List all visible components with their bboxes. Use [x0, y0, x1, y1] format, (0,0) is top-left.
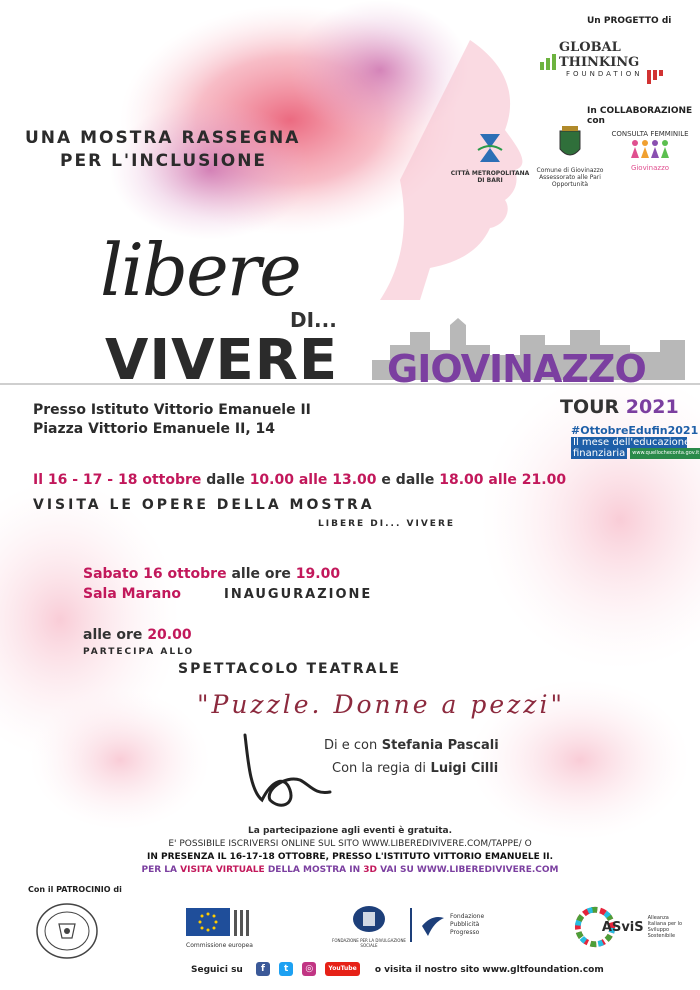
progetto-label: Un PROGETTO di — [587, 16, 672, 26]
patronage-fds-name: FONDAZIONE PER LA DIVULGAZIONE SOCIALE — [332, 938, 406, 948]
headline-line1: UNA MOSTRA RASSEGNA — [25, 128, 301, 148]
youtube-icon[interactable]: YouTube — [325, 962, 359, 976]
show-author — [324, 738, 499, 753]
author-name: Stefania Pascali — [381, 738, 499, 753]
info-line1: La partecipazione agli eventi è gratuita. — [248, 826, 452, 836]
info-line4-a: PER LA — [141, 865, 177, 875]
partner-name: Comune di Giovinazzo Assessorato alle Pari Opportunità — [536, 167, 604, 188]
partner-sub: Giovinazzo — [630, 164, 670, 172]
show-time-line — [83, 627, 192, 643]
director-name: Luigi Cilli — [430, 761, 499, 776]
partner-comune — [535, 125, 605, 188]
instagram-icon[interactable]: ◎ — [302, 962, 316, 976]
info-line4-d: 3D — [363, 865, 378, 875]
tour-year: 2021 — [625, 396, 679, 418]
facebook-icon[interactable]: f — [256, 962, 270, 976]
gtf-name: GLOBAL THINKING — [559, 40, 640, 70]
info-line4-e[interactable]: VAI SU WWW.LIBEREDIVIVERE.COM — [380, 865, 559, 875]
venue-line1: Presso Istituto Vittorio Emanuele II — [33, 402, 311, 418]
patronage-asvis — [574, 905, 684, 949]
director-label: Con la regia di — [332, 761, 426, 776]
info-line4 — [0, 865, 700, 875]
visit-sub: LIBERE DI... VIVERE — [318, 519, 456, 529]
patronage-seal — [34, 902, 100, 964]
show-alle: alle ore — [83, 627, 143, 643]
title-vivere: VIVERE — [105, 328, 339, 393]
patronage-asvis-name: ASviS — [601, 919, 644, 935]
title-script: libere — [100, 228, 300, 312]
partner-citta-metropolitana — [450, 132, 530, 184]
patronage-pp — [410, 908, 500, 942]
inauguration-room: Sala Marano — [83, 586, 181, 602]
headline-line2: PER L'INCLUSIONE — [60, 151, 268, 171]
tour-label: TOUR — [560, 396, 620, 418]
edufin-badge — [571, 424, 700, 459]
bars-icon — [540, 54, 556, 70]
partner-consulta — [608, 130, 692, 172]
inauguration-alle: alle ore — [231, 566, 291, 582]
info-line4-b: VISITA VIRTUALE — [180, 865, 265, 875]
partner-name: CITTÀ METROPOLITANA DI BARI — [450, 170, 530, 184]
play-title: "Puzzle. Donne a pezzi" — [197, 690, 565, 719]
footer-follow: Seguici su — [191, 964, 243, 975]
bars-red-icon — [647, 70, 663, 84]
show-label: SPETTACOLO TEATRALE — [178, 661, 401, 677]
inauguration-line — [83, 566, 340, 582]
info-line2: E' POSSIBILE ISCRIVERSI ONLINE SUL SITO WWW.LIBEREDIVIVERE.COM/TAPPE/ O — [168, 839, 532, 849]
inauguration-time: 19.00 — [295, 566, 341, 582]
patronage-eu-name: Commissione europea — [186, 942, 253, 949]
badge-line1: Il mese dell'educazione — [573, 437, 691, 448]
eu-flag-icon — [186, 906, 256, 938]
patronage-pp-name: Fondazione Pubblicità Progresso — [450, 913, 485, 936]
patronage-fds — [332, 904, 406, 948]
seal-icon — [34, 902, 100, 960]
info-line3: IN PRESENZA IL 16-17-18 OTTOBRE, PRESSO L'ISTITUTO VITTORIO EMANUELE II. — [146, 852, 554, 862]
patronage-label: Con il PATROCINIO di — [28, 885, 122, 894]
footer-visit[interactable]: o visita il nostro sito www.gltfoundation.com — [374, 964, 604, 975]
title-city: GIOVINAZZO — [387, 347, 646, 391]
schedule-time1: 10.00 alle 13.00 — [249, 472, 377, 488]
title-di: DI... — [290, 308, 337, 332]
author-label: Di e con — [324, 738, 378, 753]
collab-label: In COLLABORAZIONE con — [587, 106, 693, 126]
visit-label: VISITA LE OPERE DELLA MOSTRA — [33, 497, 375, 513]
twitter-icon[interactable]: t — [279, 962, 293, 976]
badge-url[interactable]: www.quellocheconta.gov.it — [630, 448, 700, 459]
gtf-logo — [540, 40, 680, 84]
footer — [191, 962, 604, 976]
info-line4-c: DELLA MOSTRA IN — [267, 865, 361, 875]
people-icon — [608, 138, 692, 160]
patronage-asvis-sub: Alleanza Italiana per lo Sviluppo Sostenibile — [647, 915, 683, 939]
partner-name: CONSULTA FEMMINILE — [611, 130, 689, 138]
schedule-line — [33, 472, 566, 488]
badge-line2: finanziaria — [573, 448, 626, 459]
title-tour — [560, 396, 679, 418]
pp-logo-icon — [420, 912, 446, 938]
schedule-dalle: dalle — [206, 472, 245, 488]
inauguration-label: INAUGURAZIONE — [224, 587, 373, 602]
crest-icon — [450, 132, 530, 166]
schedule-time2: 18.00 alle 21.00 — [439, 472, 567, 488]
show-time: 20.00 — [147, 627, 192, 643]
patronage-eu — [186, 906, 256, 949]
inauguration-date: Sabato 16 ottobre — [83, 566, 227, 582]
fds-logo-icon — [332, 904, 406, 934]
schedule-dates: Il 16 - 17 - 18 ottobre — [33, 472, 202, 488]
coat-of-arms-icon — [535, 125, 605, 163]
badge-hashtag: #OttobreEdufin2021 — [571, 424, 699, 437]
show-partecipa: PARTECIPA ALLO — [83, 647, 195, 657]
gtf-sub: FOUNDATION — [566, 70, 643, 78]
venue-line2: Piazza Vittorio Emanuele II, 14 — [33, 421, 275, 437]
schedule-e-dalle: e dalle — [381, 472, 435, 488]
show-director — [332, 761, 498, 776]
